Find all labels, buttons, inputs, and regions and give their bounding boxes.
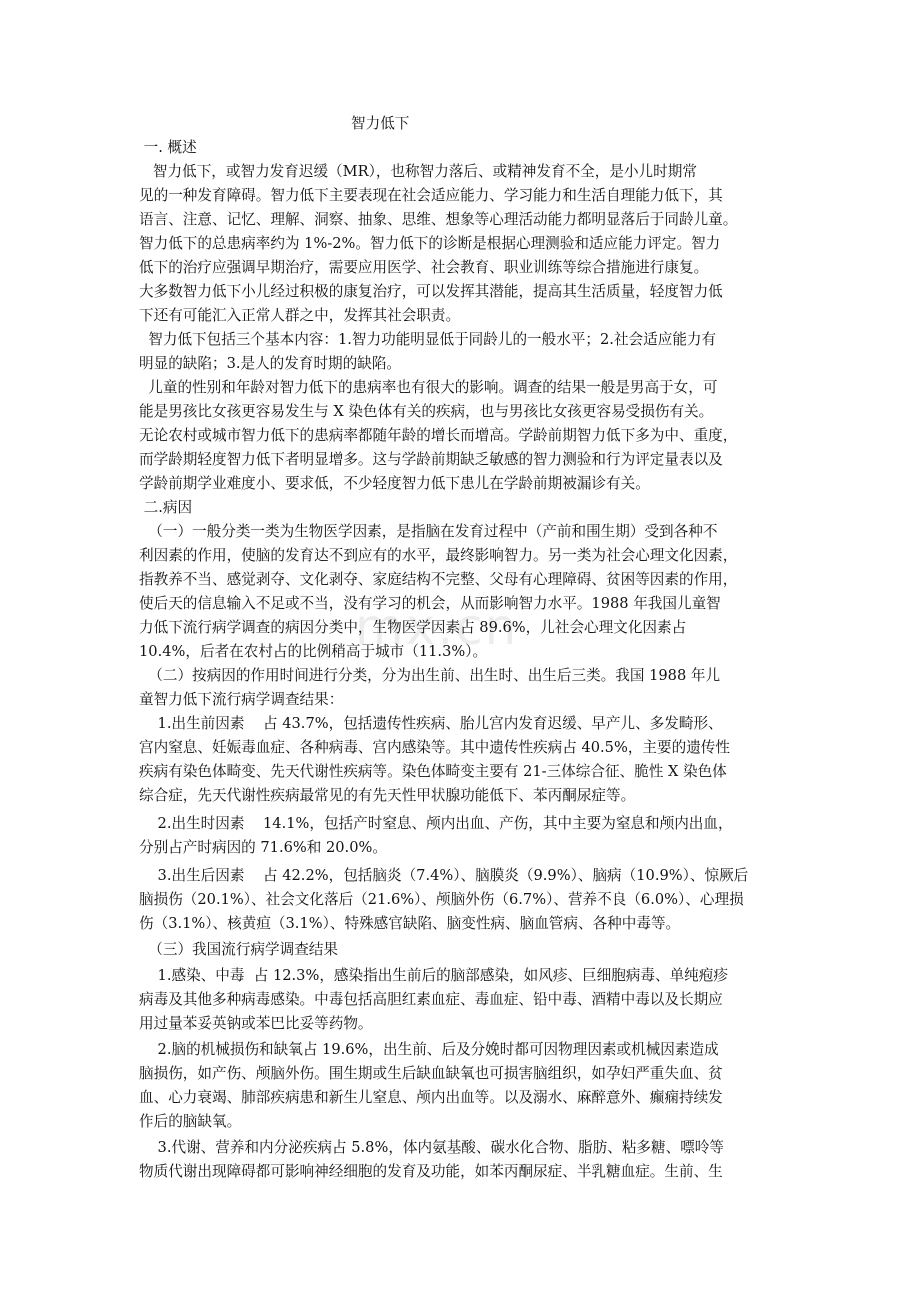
- text-line: 大多数智力低下小儿经过积极的康复治疗，可以发挥其潜能，提高其生活质量，轻度智力低: [139, 283, 723, 300]
- text-line: 智力低下，或智力发育迟缓（MR），也称智力落后、或精神发育不全，是小儿时期常: [139, 163, 697, 180]
- text-line: 能是男孩比女孩更容易发生与 X 染色体有关的疾病，也与男孩比女孩更容易受损伤有关。: [139, 403, 714, 420]
- text-line: 3.出生后因素 占 42.2%，包括脑炎（7.4%）、脑膜炎（9.9%）、脑病（10.9%）、惊厥后: [139, 867, 749, 884]
- text-line: 明显的缺陷；3.是人的发育时期的缺陷。: [139, 355, 402, 372]
- text-line: 使后天的信息输入不足或不当，没有学习的机会，从而影响智力水平。1988 年我国儿童智: [139, 595, 721, 612]
- text-line: 10.4%，后者在农村占的比例稍高于城市（11.3%）。: [139, 643, 488, 660]
- text-line: 分别占产时病因的 71.6%和 20.0%。: [139, 839, 387, 856]
- text-line: 儿童的性别和年龄对智力低下的患病率也有很大的影响。调查的结果一般是男高于女，可: [139, 379, 718, 396]
- text-line: 2.脑的机械损伤和缺氧占 19.6%，出生前、后及分娩时都可因物理因素或机械因素造成: [139, 1041, 719, 1058]
- text-line: 智力低下包括三个基本内容：1.智力功能明显低于同龄儿的一般水平；2.社会适应能力有: [139, 331, 717, 348]
- text-line: 力低下流行病学调查的病因分类中，生物医学因素占 89.6%，儿社会心理文化因素占: [139, 619, 687, 636]
- text-line: 下还有可能汇入正常人群之中，发挥其社会职责。: [139, 307, 461, 324]
- text-line: 见的一种发育障碍。智力低下主要表现在社会适应能力、学习能力和生活自理能力低下，其: [139, 187, 723, 204]
- text-line: 低下的治疗应强调早期治疗，需要应用医学、社会教育、职业训练等综合措施进行康复。: [139, 259, 709, 276]
- section-heading: 一. 概述: [139, 139, 197, 156]
- text-line: 物质代谢出现障碍都可影响神经细胞的发育及功能，如苯丙酮尿症、半乳糖血症。生前、生: [139, 1163, 723, 1180]
- text-line: 宫内窒息、妊娠毒血症、各种病毒、宫内感染等。其中遗传性疾病占 40.5%，主要的遗传性: [139, 739, 730, 756]
- text-line: 1.出生前因素 占 43.7%，包括遗传性疾病、胎儿宫内发育迟缓、早产儿、多发畸形、: [139, 715, 723, 732]
- text-line: 无论农村或城市智力低下的患病率都随年龄的增长而增高。学龄前期智力低下多为中、重度，: [139, 427, 738, 444]
- text-line: 疾病有染色体畸变、先天代谢性疾病等。染色体畸变主要有 21-三体综合征、脆性 X 染色体: [139, 763, 727, 780]
- text-line: 而学龄期轻度智力低下者明显增多。这与学龄前期缺乏敏感的智力测验和行为评定量表以及: [139, 451, 723, 468]
- text-line: 3.代谢、营养和内分泌疾病占 5.8%，体内氨基酸、碳水化合物、脂肪、粘多糖、嘌呤等: [139, 1139, 724, 1156]
- text-line: 智力低下的总患病率约为 1%-2%。智力低下的诊断是根据心理测验和适应能力评定。智力: [139, 235, 721, 252]
- text-line: （一）一般分类一类为生物医学因素，是指脑在发育过程中（产前和围生期）受到各种不: [139, 523, 718, 540]
- text-line: （二）按病因的作用时间进行分类，分为出生前、出生时、出生后三类。我国 1988 年儿: [139, 667, 721, 684]
- text-line: 童智力低下流行病学调查结果：: [139, 691, 344, 708]
- text-line: 1.感染、中毒 占 12.3%，感染指出生前后的脑部感染，如风疹、巨细胞病毒、单纯疱疹: [139, 967, 728, 984]
- text-line: 语言、注意、记忆、理解、洞察、抽象、思维、想象等心理活动能力都明显落后于同龄儿童。: [139, 211, 738, 228]
- text-line: 利因素的作用，使脑的发育达不到应有的水平，最终影响智力。另一类为社会心理文化因素，: [139, 547, 738, 564]
- section-heading: （三）我国流行病学调查结果: [139, 941, 338, 958]
- text-line: 学龄前期学业难度小、要求低，不少轻度智力低下患儿在学龄前期被漏诊有关。: [139, 475, 650, 492]
- text-line: 作后的脑缺氧。: [139, 1113, 242, 1130]
- section-heading: 二.病因: [139, 499, 193, 516]
- text-line: 伤（3.1%）、核黄疸（3.1%）、特殊感官缺陷、脑变性病、脑血管病、各种中毒等。: [139, 915, 681, 932]
- text-line: 脑损伤（20.1%）、社会文化落后（21.6%）、颅脑外伤（6.7%）、营养不良（6.0%）、心理损: [139, 891, 744, 908]
- page-title: 智力低下: [351, 115, 410, 132]
- text-line: 综合症，先天代谢性疾病最常见的有先天性甲状腺功能低下、苯丙酮尿症等。: [139, 787, 636, 804]
- text-line: 指教养不当、感觉剥夺、文化剥夺、家庭结构不完整、父母有心理障碍、贫困等因素的作用，: [139, 571, 738, 588]
- text-line: 脑损伤，如产伤、颅脑外伤。围生期或生后缺血缺氧也可损害脑组织，如孕妇严重失血、贫: [139, 1065, 723, 1082]
- text-line: 用过量苯妥英钠或苯巴比妥等药物。: [139, 1015, 373, 1032]
- watermark: mx.cn: [355, 598, 519, 656]
- text-line: 2.出生时因素 14.1%，包括产时窒息、颅内出血、产伤，其中主要为窒息和颅内出血，: [139, 815, 733, 832]
- text-line: 病毒及其他多种病毒感染。中毒包括高胆红素血症、毒血症、铅中毒、酒精中毒以及长期应: [139, 991, 723, 1008]
- text-line: 血、心力衰竭、肺部疾病患和新生儿窒息、颅内出血等。以及溺水、麻醉意外、癫痫持续发: [139, 1089, 723, 1106]
